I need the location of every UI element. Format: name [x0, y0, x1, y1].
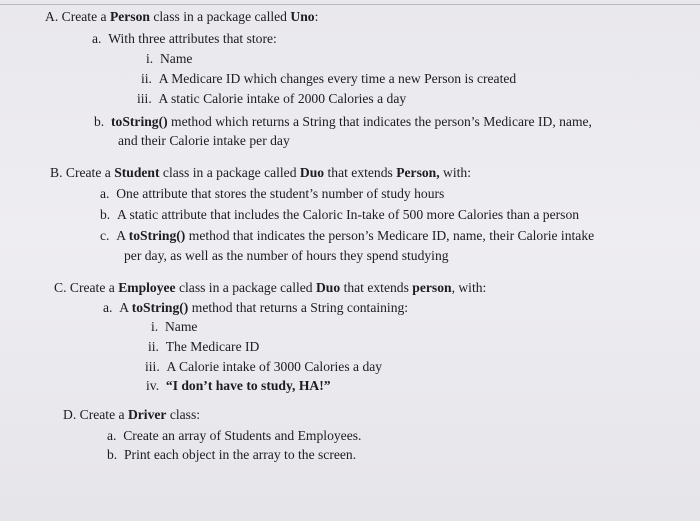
section-a-item-b-marker: b. [94, 114, 105, 129]
section-b-package-name: Duo [299, 165, 325, 180]
section-a-marker: A. [45, 9, 59, 24]
section-c-item-a-text-2: method that returns a String containing: [188, 300, 409, 315]
subitem-text: Name [159, 51, 193, 66]
method-name: toString() [128, 228, 186, 243]
section-c-item-a-text: A [119, 300, 132, 315]
subitem-marker: iii. [137, 91, 152, 106]
top-rule [0, 4, 700, 5]
section-b-item-c-cont [124, 248, 449, 264]
section-c-heading [54, 280, 486, 296]
subitem-text: A Calorie intake of 3000 Calories a day [166, 359, 383, 374]
section-b-text-2: class in a package called [159, 165, 300, 180]
section-d-heading [63, 407, 200, 423]
section-b-item-b [100, 207, 579, 223]
section-c-subitem-3 [145, 359, 382, 375]
section-b-item-c-marker: c. [100, 228, 110, 243]
section-a-item-a-marker: a. [92, 31, 102, 46]
subitem-marker: i. [151, 319, 159, 334]
section-b-item-a [100, 186, 444, 202]
method-name: toString() [111, 114, 168, 129]
section-d-item-b-text: Print each object in the array to the screen. [124, 447, 357, 462]
section-b-text-3: that extends [324, 165, 397, 180]
section-d-item-b [107, 447, 356, 463]
section-c-subitem-4 [146, 378, 331, 394]
section-a-text: Create a [61, 9, 110, 24]
section-c-subitem-2 [148, 339, 259, 355]
subitem-text: The Medicare ID [165, 339, 260, 354]
section-c-item-a-marker: a. [103, 300, 113, 315]
section-a-package-name: Uno [290, 9, 315, 24]
section-d-item-a-marker: a. [107, 428, 117, 443]
section-c-item-a [103, 300, 408, 316]
section-a-item-b-cont [118, 133, 290, 149]
section-b-item-c [100, 228, 594, 244]
subitem-text: A static Calorie intake of 2000 Calories a day [158, 91, 407, 106]
section-c-marker: C. [54, 280, 67, 295]
subitem-text: Name [164, 319, 198, 334]
section-c-parent-class: person [412, 280, 452, 295]
section-b-item-c-text: A [116, 228, 129, 243]
subitem-text: A Medicare ID which changes every time a new Person is created [158, 71, 517, 86]
section-a-subitem-2 [141, 71, 516, 87]
subitem-marker: iii. [145, 359, 160, 374]
section-b-item-a-text: One attribute that stores the student’s number of study hours [116, 186, 445, 201]
section-a-subitem-3 [137, 91, 406, 107]
continuation-text: and their Calorie intake per day [118, 133, 290, 148]
section-b-heading [50, 165, 471, 181]
section-d-item-a-text: Create an array of Students and Employees. [123, 428, 362, 443]
section-a-class-name: Person [109, 9, 150, 24]
section-b-parent-class: Person, [396, 165, 440, 180]
subitem-text: “I don’t have to study, HA!” [165, 378, 331, 393]
subitem-marker: ii. [148, 339, 159, 354]
section-d-marker: D. [63, 407, 77, 422]
section-d-text-2: class: [166, 407, 201, 422]
section-a-text-2: class in a package called [149, 9, 291, 24]
section-c-subitem-1 [151, 319, 197, 335]
section-b-text: Create a [65, 165, 115, 180]
subitem-marker: i. [146, 51, 154, 66]
section-a-item-a [92, 31, 277, 47]
section-b-item-a-marker: a. [100, 186, 110, 201]
section-b-class-name: Student [114, 165, 160, 180]
section-a-text-3: : [314, 9, 319, 24]
section-c-text-3: that extends [340, 280, 413, 295]
section-d-class-name: Driver [127, 407, 167, 422]
section-d-item-a [107, 428, 361, 444]
section-c-text: Create a [69, 280, 119, 295]
section-a-subitem-1 [146, 51, 192, 67]
continuation-text: per day, as well as the number of hours they spend studying [124, 248, 449, 263]
section-c-class-name: Employee [118, 280, 176, 295]
section-d-item-b-marker: b. [107, 447, 118, 462]
section-c-text-2: class in a package called [175, 280, 316, 295]
section-a-item-b-text: method which returns a String that indicates the person’s Medicare ID, name, [167, 114, 592, 129]
section-d-text: Create a [79, 407, 128, 422]
method-name: toString() [131, 300, 189, 315]
section-b-item-c-text-2: method that indicates the person’s Medicare ID, name, their Calorie intake [185, 228, 595, 243]
section-a-item-a-text: With three attributes that store: [108, 31, 277, 46]
section-b-item-b-text: A static attribute that includes the Caloric In-take of 500 more Calories than a person [117, 207, 580, 222]
section-a-heading [45, 9, 318, 25]
section-b-text-4: with: [439, 165, 471, 180]
section-b-item-b-marker: b. [100, 207, 111, 222]
section-c-package-name: Duo [315, 280, 341, 295]
subitem-marker: iv. [146, 378, 160, 393]
section-a-item-b [94, 114, 592, 130]
subitem-marker: ii. [141, 71, 152, 86]
section-c-text-4: , with: [451, 280, 487, 295]
section-b-marker: B. [50, 165, 63, 180]
